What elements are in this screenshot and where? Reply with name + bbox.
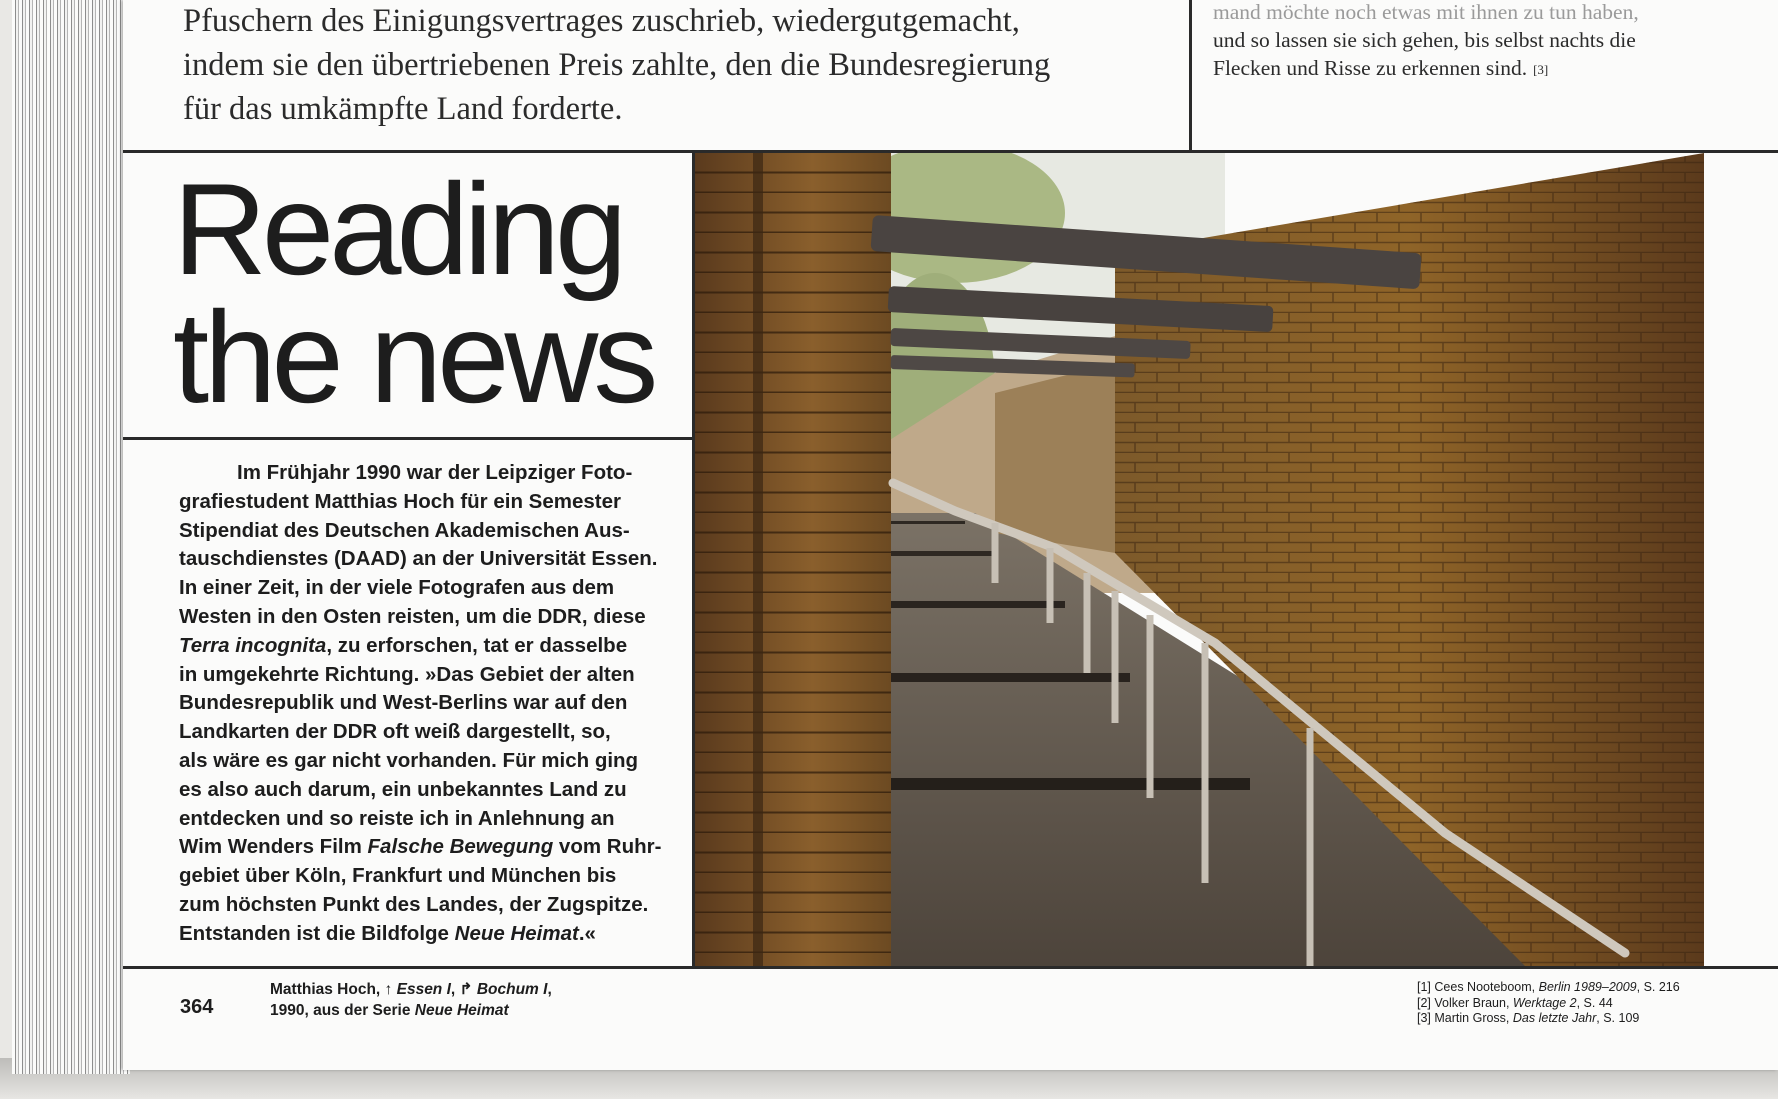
column-divider — [1189, 0, 1192, 151]
text-line: indem sie den übertriebenen Preis zahlte, den die Bundesregierung — [183, 47, 1051, 83]
text-line: Pfuschern des Einigungsvertrages zuschrieb, wiedergutgemacht, — [183, 3, 1020, 39]
footnote-title: Werktage 2 — [1512, 995, 1577, 1010]
text-segment: vom Ruhr- — [553, 835, 662, 859]
text-segment: Flecken und Risse zu erkennen sind. — [1213, 56, 1528, 80]
text-line: In einer Zeit, in der viele Fotografen aus dem — [179, 576, 615, 600]
footnote-number: [2] — [1417, 995, 1431, 1010]
text-segment: , — [450, 981, 460, 998]
caption-line — [270, 1001, 552, 1022]
footnote-author: Martin Gross, — [1434, 1011, 1513, 1025]
text-line: tauschdienstes (DAAD) an der Universität Essen. — [179, 547, 658, 571]
footnote-number: [3] — [1417, 1011, 1431, 1025]
text-line: grafiestudent Matthias Hoch für ein Semester — [179, 489, 621, 513]
headline-line: Reading — [173, 156, 623, 302]
text-line: Landkarten der DDR oft weiß dargestellt, so, — [179, 720, 611, 744]
text-line: es also auch darum, ein unbekanntes Land zu — [179, 777, 627, 801]
footnote-author: Volker Braun, — [1434, 995, 1513, 1010]
series-title: Neue Heimat — [414, 1001, 509, 1019]
text-line: Im Frühjahr 1990 war der Leipziger Foto- — [237, 461, 633, 484]
caption-author: Matthias Hoch, — [270, 981, 385, 998]
footnote — [1417, 1011, 1680, 1027]
text-segment: Entstanden ist die Bildfolge — [179, 921, 455, 945]
caption-title: Bochum I — [476, 981, 548, 998]
text-line: mand möchte noch etwas mit ihnen zu tun haben, — [1213, 0, 1639, 24]
text-line: und so lassen sie sich gehen, bis selbst nachts die — [1213, 28, 1636, 52]
text-segment: Wim Wenders Film — [179, 835, 368, 859]
footnote-author: Cees Nooteboom, — [1434, 980, 1539, 994]
footnote — [1417, 980, 1680, 996]
text-line — [179, 632, 689, 661]
italic-term: Terra incognita — [179, 633, 327, 657]
text-segment: , — [547, 981, 552, 998]
photo-caption — [270, 980, 552, 1021]
caption-line — [270, 980, 552, 1001]
text-segment: .« — [578, 921, 596, 945]
arrow-up-icon: ↑ — [384, 981, 393, 998]
text-line: Westen in den Osten reisten, um die DDR, diese — [179, 604, 646, 628]
film-title: Falsche Bewegung — [367, 835, 554, 859]
horizontal-rule — [123, 966, 1778, 969]
text-line: Bundesrepublik und West-Berlins war auf den — [179, 691, 628, 715]
page-number: 364 — [180, 996, 214, 1018]
footnote-page: , S. 109 — [1596, 1011, 1640, 1025]
footnotes — [1417, 980, 1680, 1027]
top-body-text — [183, 0, 1183, 131]
horizontal-rule — [123, 437, 695, 440]
text-segment: 1990, aus der Serie — [270, 1001, 415, 1019]
text-line: gebiet über Köln, Frankfurt und München bis — [179, 864, 617, 888]
text-line — [1213, 54, 1773, 84]
footnote-page: , S. 216 — [1636, 980, 1680, 994]
right-body-text — [1213, 0, 1773, 84]
footnote — [1417, 996, 1680, 1012]
text-line: entdecken und so reiste ich in Anlehnung an — [179, 806, 615, 830]
footnote-title: Das letzte Jahr — [1512, 1011, 1597, 1025]
text-line: in umgekehrte Richtung. »Das Gebiet der alten — [179, 662, 635, 686]
text-line — [179, 920, 689, 949]
magazine-page — [123, 0, 1778, 1070]
footnote-number: [1] — [1417, 980, 1431, 994]
text-line: für das umkämpfte Land forderte. — [183, 91, 623, 127]
caption-title: Essen I — [396, 981, 451, 998]
footnote-reference: [3] — [1533, 62, 1549, 77]
headline-line: the news — [173, 284, 654, 430]
text-line: als wäre es gar nicht vorhanden. Für mich ging — [179, 748, 639, 772]
turn-arrow-icon: ↱ — [459, 981, 473, 998]
text-segment: , zu erforschen, tat er dasselbe — [326, 633, 628, 657]
headline — [173, 156, 654, 430]
stacked-page-edges — [12, 0, 130, 1074]
text-line: Stipendiat des Deutschen Akademischen Aus- — [179, 518, 630, 542]
footnote-page: , S. 44 — [1576, 995, 1613, 1010]
text-line: zum höchsten Punkt des Landes, der Zugspitze. — [179, 892, 649, 916]
intro-paragraph — [179, 459, 689, 949]
series-title: Neue Heimat — [454, 921, 579, 945]
footnote-title: Berlin 1989–2009 — [1538, 980, 1637, 994]
text-line — [179, 833, 689, 862]
underpass-photo — [695, 153, 1704, 966]
